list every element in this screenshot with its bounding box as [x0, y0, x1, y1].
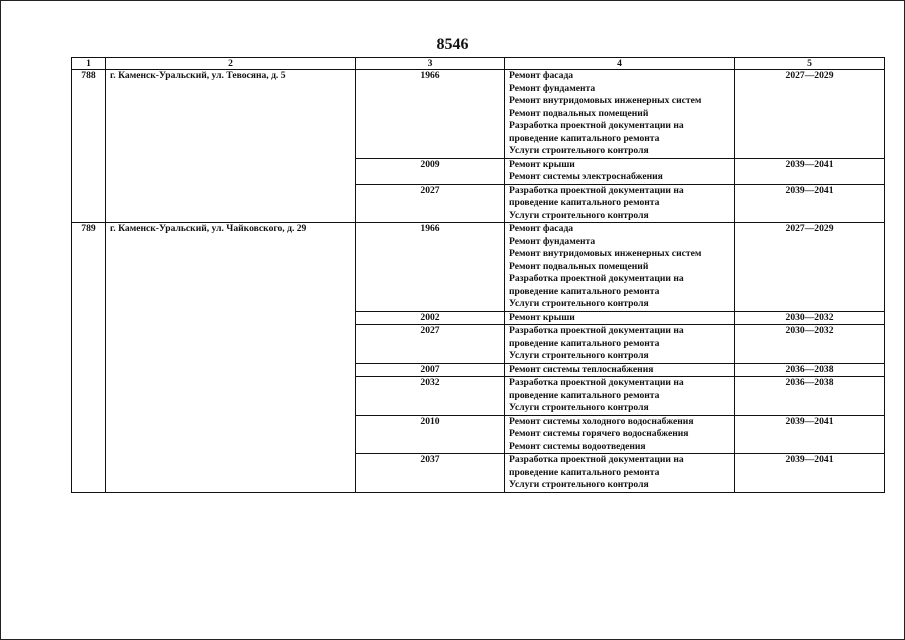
period-cell: 2039—2041 — [735, 158, 885, 184]
works-cell — [505, 223, 735, 312]
work-item: Ремонт фундамента — [509, 235, 596, 247]
year-cell: 2027 — [356, 325, 505, 364]
work-item: Ремонт крыши — [509, 311, 575, 323]
entry-number: 789 — [72, 223, 106, 493]
work-item: проведение капитального ремонта — [509, 466, 660, 478]
period-cell: 2030—2032 — [735, 325, 885, 364]
period-cell: 2039—2041 — [735, 415, 885, 454]
work-item: Ремонт системы холодного водоснабжения — [509, 415, 694, 427]
work-item: Ремонт системы теплоснабжения — [509, 363, 654, 375]
work-item: Разработка проектной документации на — [509, 120, 684, 131]
table-row — [72, 70, 885, 159]
period-cell: 2030—2032 — [735, 311, 885, 325]
work-item: Ремонт системы электроснабжения — [509, 171, 663, 182]
work-item: Ремонт системы водоотведения — [509, 440, 646, 452]
year-cell: 2002 — [356, 311, 505, 325]
work-item: Услуги строительного контроля — [509, 298, 649, 309]
period-cell: 2027—2029 — [735, 223, 885, 312]
work-item: Ремонт системы горячего водоснабжения — [509, 428, 689, 439]
period-cell: 2036—2038 — [735, 377, 885, 416]
work-item: Услуги строительного контроля — [509, 402, 649, 413]
table-row — [72, 223, 885, 312]
period-cell: 2036—2038 — [735, 363, 885, 377]
column-header: 1 — [72, 58, 106, 70]
year-cell: 2037 — [356, 454, 505, 493]
work-item: Ремонт фасада — [509, 223, 574, 234]
period-cell: 2039—2041 — [735, 454, 885, 493]
year-cell: 2027 — [356, 184, 505, 223]
column-header: 4 — [505, 58, 735, 70]
work-item: проведение капитального ремонта — [509, 132, 660, 144]
work-item: Ремонт фасада — [509, 70, 574, 81]
column-header: 5 — [735, 58, 885, 70]
building-address: г. Каменск-Уральский, ул. Тевосяна, д. 5 — [106, 70, 356, 223]
entry-number: 788 — [72, 70, 106, 223]
year-cell: 2032 — [356, 377, 505, 416]
year-cell: 2007 — [356, 363, 505, 377]
works-cell — [505, 311, 735, 325]
page-number: 8546 — [436, 36, 469, 53]
work-item: Разработка проектной документации на — [509, 273, 684, 284]
header-row — [72, 58, 885, 70]
work-item: Услуги строительного контроля — [509, 209, 649, 221]
works-cell — [505, 158, 735, 184]
work-item: Ремонт крыши — [509, 158, 575, 170]
works-cell — [505, 415, 735, 454]
works-cell — [505, 377, 735, 416]
work-item: проведение капитального ремонта — [509, 197, 660, 208]
year-cell: 2009 — [356, 158, 505, 184]
table-body — [72, 70, 885, 493]
work-item: Ремонт внутридомовых инженерных систем — [509, 248, 702, 259]
work-item: Услуги строительного контроля — [509, 145, 649, 156]
year-cell: 2010 — [356, 415, 505, 454]
work-item: Разработка проектной документации на — [509, 377, 684, 388]
year-cell: 1966 — [356, 223, 505, 312]
works-cell — [505, 184, 735, 223]
work-item: проведение капитального ремонта — [509, 389, 660, 401]
work-item: Ремонт подвальных помещений — [509, 107, 649, 119]
works-cell — [505, 325, 735, 364]
work-item: Ремонт внутридомовых инженерных систем — [509, 95, 702, 106]
works-cell — [505, 454, 735, 493]
works-cell — [505, 363, 735, 377]
column-header: 3 — [356, 58, 505, 70]
work-item: Разработка проектной документации на — [509, 454, 684, 465]
work-item: проведение капитального ремонта — [509, 285, 660, 297]
period-cell: 2039—2041 — [735, 184, 885, 223]
work-item: проведение капитального ремонта — [509, 337, 660, 349]
work-item: Услуги строительного контроля — [509, 350, 649, 361]
period-cell: 2027—2029 — [735, 70, 885, 159]
column-header: 2 — [106, 58, 356, 70]
work-item: Разработка проектной документации на — [509, 325, 684, 336]
works-cell — [505, 70, 735, 159]
capital-repair-table — [71, 57, 885, 493]
work-item: Ремонт подвальных помещений — [509, 260, 649, 272]
work-item: Разработка проектной документации на — [509, 184, 684, 196]
work-item: Услуги строительного контроля — [509, 479, 649, 490]
year-cell: 1966 — [356, 70, 505, 159]
work-item: Ремонт фундамента — [509, 82, 596, 94]
building-address: г. Каменск-Уральский, ул. Чайковского, д. 29 — [106, 223, 356, 493]
